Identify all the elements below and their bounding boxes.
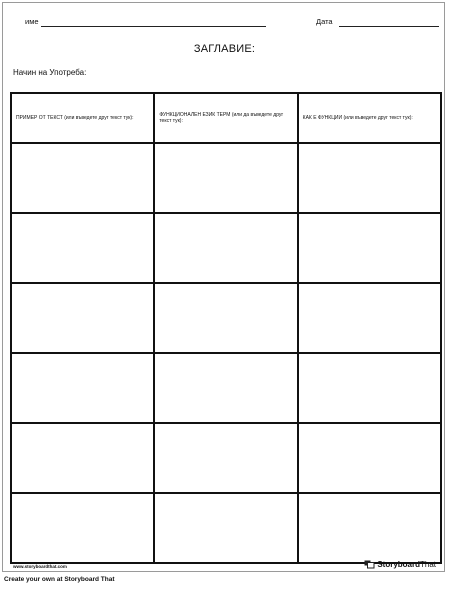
table-cell[interactable] <box>11 213 154 283</box>
table-cell[interactable] <box>154 213 297 283</box>
brand-name: StoryboardThat <box>377 560 436 569</box>
date-label: Дата <box>316 17 333 26</box>
table-row <box>11 213 441 283</box>
table-cell[interactable] <box>154 423 297 493</box>
create-link[interactable]: Create your own at Storyboard That <box>4 576 115 583</box>
table-cell[interactable] <box>298 493 441 563</box>
worksheet-title[interactable]: ЗАГЛАВИЕ: <box>193 43 256 55</box>
table-cell[interactable] <box>298 143 441 213</box>
table-cell[interactable] <box>154 353 297 423</box>
name-label: име <box>25 17 39 26</box>
worksheet-table <box>10 92 442 564</box>
table-row <box>11 353 441 423</box>
table-cell[interactable] <box>298 353 441 423</box>
column-header[interactable]: КАК Е ФУНКЦИИ (или въведете друг текст тук): <box>298 93 441 143</box>
column-header[interactable]: ПРИМЕР ОТ ТЕКСТ (или въведете друг текст тук): <box>11 93 154 143</box>
table-row <box>11 493 441 563</box>
worksheet <box>2 2 445 572</box>
table-cell[interactable] <box>154 283 297 353</box>
table-cell[interactable] <box>298 213 441 283</box>
usage-label[interactable]: Начин на Употреба: <box>13 68 87 77</box>
table-row <box>11 143 441 213</box>
table-cell[interactable] <box>11 353 154 423</box>
table-cell[interactable] <box>154 493 297 563</box>
footer-url[interactable]: www.storyboardthat.com <box>13 564 67 569</box>
table-cell[interactable] <box>11 493 154 563</box>
table-cell[interactable] <box>11 283 154 353</box>
name-field[interactable] <box>41 26 266 27</box>
table-row <box>11 423 441 493</box>
table-cell[interactable] <box>11 143 154 213</box>
brand-logo[interactable] <box>364 560 436 569</box>
table-cell[interactable] <box>154 143 297 213</box>
column-header[interactable]: ФУНКЦИОНАЛЕН ЕЗИК ТЕРМ (или да въведете друг текст тук): <box>154 93 297 143</box>
storyboard-icon <box>364 560 375 569</box>
date-field[interactable] <box>339 26 439 27</box>
table-cell[interactable] <box>298 283 441 353</box>
table-cell[interactable] <box>298 423 441 493</box>
table-cell[interactable] <box>11 423 154 493</box>
table-header-row <box>11 93 441 143</box>
table-row <box>11 283 441 353</box>
